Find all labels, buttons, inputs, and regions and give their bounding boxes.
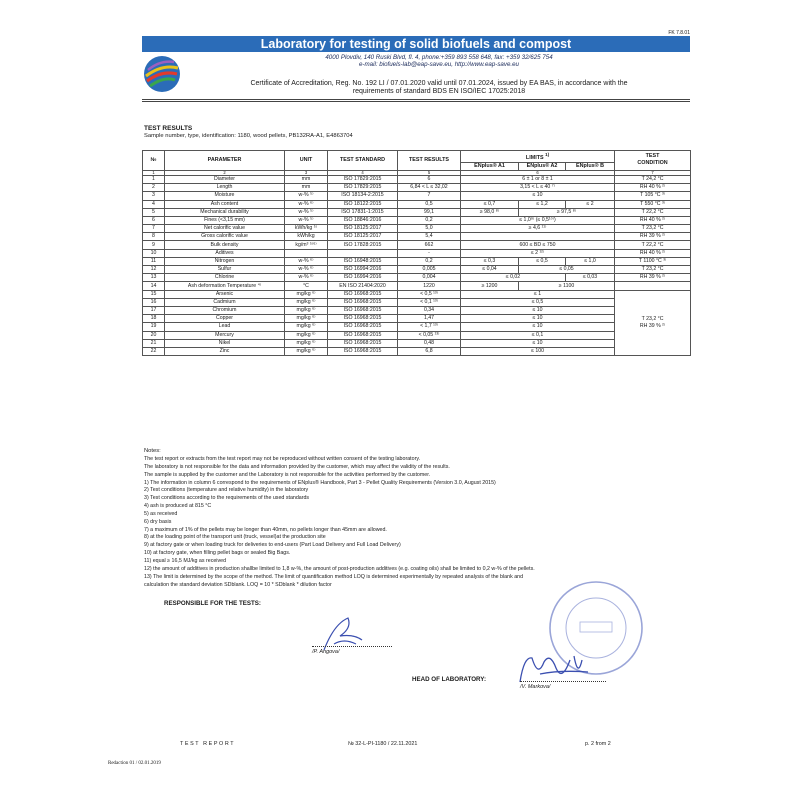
test-standard: ISO 16968:2015 (328, 323, 398, 331)
test-condition: RH 39 % ²⁾ (615, 233, 691, 241)
test-standard (328, 249, 398, 257)
unit-cell: w-% ⁵⁾ (285, 216, 328, 224)
test-result: 0,48 (398, 339, 461, 347)
test-result: < 1,7 ¹³⁾ (398, 323, 461, 331)
limit-b: ≤ 2 (566, 200, 615, 208)
note-line: 3) Test conditions according to the requirements of the used standards (144, 495, 310, 502)
test-standard: ISO 18846:2016 (328, 216, 398, 224)
table-row (143, 306, 691, 314)
limit-all-grades: ≤ 2 ¹²⁾ (461, 249, 615, 257)
test-result: 6,8 (398, 347, 461, 355)
limit-all-grades: ≤ 0,1 (461, 331, 615, 339)
test-result: - (398, 249, 461, 257)
limit-a2-b: ≤ 0,05 (519, 266, 615, 274)
parameter-name: Zinc (165, 347, 285, 355)
test-result: 5,4 (398, 233, 461, 241)
note-line: 2) Test conditions (temperature and relative humidity) in the laboratory (144, 487, 309, 494)
unit-cell: mg/kg ⁶⁾ (285, 315, 328, 323)
condition-label-1: TEST (645, 153, 660, 160)
parameter-name: Nitrogen (165, 257, 285, 265)
lab-email-web: e-mail: biofuels-lab@eap-save.eu, http://www.eap-save.eu (358, 61, 520, 69)
limit-all-grades: ≤ 1,0⁹⁾ (≤ 0,5¹⁰⁾) (461, 216, 615, 224)
head-signature-line (520, 681, 606, 682)
column-number: 4 (328, 170, 398, 175)
test-condition: T 1100 °C ³⁾ (615, 257, 691, 265)
head-of-laboratory-label: HEAD OF LABORATORY: (412, 676, 487, 683)
row-number: 5 (143, 208, 165, 216)
test-result: < 0,5 ¹³⁾ (398, 290, 461, 298)
test-standard: ISO 16994:2016 (328, 274, 398, 282)
parameter-name: Cadmium (165, 298, 285, 306)
limit-a1: ≤ 0,7 (461, 200, 519, 208)
parameter-name: Diameter (165, 175, 285, 183)
unit-cell: w-% ⁶⁾ (285, 200, 328, 208)
test-condition: T 105 °C ³⁾ (615, 192, 691, 200)
table-row (143, 200, 691, 208)
parameter-name: Aditives (165, 249, 285, 257)
parameter-name: Copper (165, 315, 285, 323)
unit-cell: w-% ⁵⁾ (285, 192, 328, 200)
unit-cell: mm (285, 175, 328, 183)
row-number: 8 (143, 233, 165, 241)
table-row (143, 315, 691, 323)
limit-all-grades: ≤ 1 (461, 290, 615, 298)
limit-all-grades: 600 ≤ BD ≤ 750 (461, 241, 615, 249)
unit-cell: mg/kg ⁶⁾ (285, 298, 328, 306)
unit-cell: kWh/kg ⁵⁾ (285, 225, 328, 233)
metals-condition-rh: RH 39 % ²⁾ (639, 322, 666, 329)
responsible-label: RESPONSIBLE FOR THE TESTS: (164, 600, 261, 607)
test-standard: ISO 18125:2017 (328, 225, 398, 233)
row-number: 11 (143, 257, 165, 265)
test-result: 6 (398, 175, 461, 183)
unit-cell (285, 249, 328, 257)
table-row (143, 331, 691, 339)
limit-all-grades (461, 233, 615, 241)
table-row (143, 208, 691, 216)
row-number: 10 (143, 249, 165, 257)
parameter-name: Moisture (165, 192, 285, 200)
limit-a1: ≥ 1200 (461, 282, 519, 290)
note-line: calculation the standard deviation SDblank. LOQ = 10 * SDblank * dilution factor (144, 581, 332, 588)
responsible-signature-line (312, 646, 392, 647)
unit-cell: w-% ⁶⁾ (285, 266, 328, 274)
parameter-name: Net calorific value (165, 225, 285, 233)
col-no-header: № (143, 151, 165, 171)
test-result: 0,34 (398, 306, 461, 314)
table-row (143, 241, 691, 249)
row-number: 9 (143, 241, 165, 249)
table-row (143, 192, 691, 200)
table-row (143, 184, 691, 192)
test-condition: T 22,2 °C (615, 208, 691, 216)
unit-cell: mm (285, 184, 328, 192)
test-standard: ISO 16968:2015 (328, 306, 398, 314)
note-line: 5) as received (144, 510, 178, 517)
limit-all-grades: ≤ 10 (461, 192, 615, 200)
limit-all-grades: ≤ 0,5 (461, 298, 615, 306)
test-result: 0,2 (398, 216, 461, 224)
footer-page-number: p. 2 from 2 (585, 741, 611, 747)
limit-b: ≤ 1,0 (566, 257, 615, 265)
column-number: 2 (165, 170, 285, 175)
col-a2-header: ENplus® A2 (519, 162, 566, 170)
test-report-page (108, 30, 692, 772)
test-condition: RH 40 % ²⁾ (615, 184, 691, 192)
limit-a1-a2: ≤ 0,02 (461, 274, 566, 282)
limit-a2-b: ≥ 97,5 ⁸⁾ (519, 208, 615, 216)
test-standard: ISO 16948:2015 (328, 257, 398, 265)
test-result: 662 (398, 241, 461, 249)
col-parameter-header: PARAMETER (165, 151, 285, 171)
unit-cell: mg/kg ⁶⁾ (285, 331, 328, 339)
note-line: 6) dry basis (144, 518, 172, 525)
lab-contact (188, 54, 690, 69)
footer-report-label: TEST REPORT (180, 741, 236, 747)
test-condition: RH 40 % ²⁾ (615, 216, 691, 224)
header-row-1 (143, 151, 691, 163)
limits-label: LIMITS (525, 154, 544, 161)
test-result: 0,2 (398, 257, 461, 265)
test-condition: T 22,2 °C (615, 241, 691, 249)
limits-footnote: 1) (545, 152, 550, 157)
header-divider (142, 99, 690, 100)
parameter-name: Nikel (165, 339, 285, 347)
unit-cell: °C (285, 282, 328, 290)
accreditation-line-1: Certificate of Accreditation, Reg. No. 192 LI / 07.01.2020 valid until 07.01.2024, issued by EA BAS, in accordance with the (250, 80, 628, 87)
test-standard: ISO 18125:2017 (328, 233, 398, 241)
row-number: 16 (143, 298, 165, 306)
notes-title: Notes: (144, 448, 161, 454)
test-result: 0,5 (398, 200, 461, 208)
test-standard: ISO 18134-2:2015 (328, 192, 398, 200)
col-limits-header (461, 151, 615, 163)
test-condition: T 23,2 °C (615, 225, 691, 233)
limit-all-grades: ≤ 100 (461, 347, 615, 355)
parameter-name: Chromium (165, 306, 285, 314)
header-divider-2 (142, 101, 690, 102)
test-result: < 0,05 ¹³⁾ (398, 331, 461, 339)
parameter-name: Chlorine (165, 274, 285, 282)
table-row (143, 274, 691, 282)
limit-all-grades: ≥ 4,6 ¹¹⁾ (461, 225, 615, 233)
row-number: 3 (143, 192, 165, 200)
test-standard: ISO 16968:2015 (328, 298, 398, 306)
test-condition: T 24,2 °C (615, 175, 691, 183)
form-code: FK 7.8.01 (668, 30, 690, 36)
test-standard: ISO 18122:2015 (328, 200, 398, 208)
parameter-name: Arsenic (165, 290, 285, 298)
metals-test-condition (615, 290, 691, 356)
limit-all-grades: 3,15 < L ≤ 40 ⁷⁾ (461, 184, 615, 192)
limit-a2-b: ≥ 1100 (519, 282, 615, 290)
column-number: 5 (398, 170, 461, 175)
col-condition-header (615, 151, 691, 171)
note-line: 7) a maximum of 1% of the pellets may be longer than 40mm, no pellets longer than 45mm are allowed. (144, 526, 387, 533)
table-row (143, 175, 691, 183)
test-standard: ISO 16968:2015 (328, 315, 398, 323)
row-number: 12 (143, 266, 165, 274)
sample-identification: Sample number, type, identification: 1180, wood pellets, PB132RA-A1, E4863704 (144, 133, 353, 139)
note-line: The laboratory is not responsible for the data and information provided by the customer, which may affect the validity of the results. (144, 463, 450, 470)
test-result: 1220 (398, 282, 461, 290)
test-standard: ISO 17829:2015 (328, 175, 398, 183)
limit-all-grades: ≤ 10 (461, 315, 615, 323)
note-line: 9) at factory gate or when loading truck for deliveries to end-users (Part Load Delivery and Full Load Delivery) (144, 542, 401, 549)
limit-all-grades: 6 ± 1 or 8 ± 1 (461, 175, 615, 183)
col-results-header: TEST RESULTS (398, 151, 461, 171)
test-standard: ISO 16968:2015 (328, 347, 398, 355)
unit-cell: w-% ⁶⁾ (285, 257, 328, 265)
row-number: 13 (143, 274, 165, 282)
notes-list (144, 456, 690, 589)
row-number: 1 (143, 175, 165, 183)
lab-title-banner: Laboratory for testing of solid biofuels and compost (142, 36, 690, 52)
accreditation-line-2: requirements of standard BDS EN ISO/IEC 17025:2018 (352, 88, 526, 95)
row-number: 20 (143, 331, 165, 339)
test-standard: ISO 16968:2015 (328, 290, 398, 298)
test-result: 99,1 (398, 208, 461, 216)
col-unit-header: UNIT (285, 151, 328, 171)
parameter-name: Ash deformation Temperature ⁴⁾ (165, 282, 285, 290)
unit-cell: mg/kg ⁶⁾ (285, 347, 328, 355)
test-standard: ISO 17828:2015 (328, 241, 398, 249)
parameter-name: Sulfur (165, 266, 285, 274)
table-row (143, 290, 691, 298)
column-number: 1 (143, 170, 165, 175)
responsible-name: /P. Angova/ (312, 649, 340, 655)
column-number: 6 (461, 170, 615, 175)
col-standard-header: TEST STANDARD (328, 151, 398, 171)
col-b-header: ENplus® B (566, 162, 615, 170)
row-number: 22 (143, 347, 165, 355)
note-line: 1) The information in column 6 correspond to the requirements of ENplus® Handbook, Part 3 - Pellet Quality Requirements (Version 3.0, August 2015) (144, 479, 496, 486)
note-line: 4) ash is produced at 815 °C (144, 503, 212, 510)
limit-all-grades: ≤ 10 (461, 339, 615, 347)
limit-a1: ≤ 0,3 (461, 257, 519, 265)
unit-cell: w-% ⁵⁾ (285, 208, 328, 216)
test-standard: ISO 16994:2016 (328, 266, 398, 274)
note-line: 11) equal ≥ 16,5 MJ/kg as received (144, 557, 227, 564)
note-line: The sample is supplied by the customer and the Laboratory is not responsible for the activities performed by the customer. (144, 471, 431, 478)
note-line: 10) at factory gate, when filling pellet bags or sealed Big Bags. (144, 550, 291, 557)
parameter-name: Ash content (165, 200, 285, 208)
row-number: 7 (143, 225, 165, 233)
parameter-name: Fines (<3,15 mm) (165, 216, 285, 224)
table-row (143, 323, 691, 331)
limit-a2: ≤ 0,5 (519, 257, 566, 265)
test-standard: EN ISO 21404:2020 (328, 282, 398, 290)
unit-cell: mg/kg ⁶⁾ (285, 323, 328, 331)
lab-logo-icon (142, 54, 182, 94)
test-standard: ISO 17829:2015 (328, 184, 398, 192)
test-standard: ISO 16968:2015 (328, 339, 398, 347)
parameter-name: Lead (165, 323, 285, 331)
test-condition: RH 39 % ²⁾ (615, 274, 691, 282)
unit-cell: w-% ⁶⁾ (285, 274, 328, 282)
head-name: /V. Markova/ (520, 684, 551, 690)
limit-all-grades: ≤ 10 (461, 323, 615, 331)
test-results-title: TEST RESULTS (144, 125, 193, 132)
footer-report-number: № 32-L-PI-1180 / 22.11.2021 (348, 741, 418, 747)
limit-a2: ≤ 1,2 (519, 200, 566, 208)
lab-address: 4000 Plovdiv, 140 Ruski Blvd, fl. 4, phone:+359 893 558 648, fax: +359 32/625 754 (325, 54, 553, 61)
parameter-name: Mercury (165, 331, 285, 339)
table-row (143, 282, 691, 290)
parameter-name: Gross calorific value (165, 233, 285, 241)
test-result: 6,84 < L ≤ 32,02 (398, 184, 461, 192)
limit-all-grades: ≤ 10 (461, 306, 615, 314)
unit-cell: kWh/kg (285, 233, 328, 241)
note-line: 8) at the loading point of the transport unit (truck, vessel)at the production site (144, 534, 326, 541)
parameter-name: Bulk density (165, 241, 285, 249)
parameter-name: Mechanical durability (165, 208, 285, 216)
redaction-note: Redaction 01 / 02.01.2019 (108, 761, 161, 766)
responsible-signature-icon (304, 614, 374, 654)
table-row (143, 216, 691, 224)
column-number: 7 (615, 170, 691, 175)
accreditation-statement (188, 80, 690, 96)
note-line: The test report or extracts from the test report may not be reproduced without written consent of the testing laboratory. (144, 456, 421, 462)
row-number: 15 (143, 290, 165, 298)
condition-label-2: CONDITION (637, 160, 668, 167)
table-row (143, 266, 691, 274)
test-condition: T 550 °C ³⁾ (615, 200, 691, 208)
test-result: 1,47 (398, 315, 461, 323)
row-number: 6 (143, 216, 165, 224)
col-a1-header: ENplus® A1 (461, 162, 519, 170)
test-condition: RH 40 % ²⁾ (615, 249, 691, 257)
table-row (143, 233, 691, 241)
table-row (143, 257, 691, 265)
test-result: 5,0 (398, 225, 461, 233)
test-result: < 0,1 ¹³⁾ (398, 298, 461, 306)
note-line: 12) the amount of additives in production shallbe limited to 1,8 w-%, the amount of post-production additives (e.g. coating oils) shall be limited to 0,2 w-% of the pellets. (144, 565, 535, 572)
test-result: 0,004 (398, 274, 461, 282)
row-number: 4 (143, 200, 165, 208)
test-result: 0,005 (398, 266, 461, 274)
limit-a1: ≤ 0,04 (461, 266, 519, 274)
metals-condition-temp: T 23,2 °C (641, 315, 664, 322)
parameter-name: Length (165, 184, 285, 192)
test-result: 7 (398, 192, 461, 200)
unit-cell: mg/kg ⁶⁾ (285, 339, 328, 347)
table-row (143, 347, 691, 355)
row-number: 17 (143, 306, 165, 314)
test-standard: ISO 16968:2015 (328, 331, 398, 339)
table-row (143, 339, 691, 347)
test-condition (615, 282, 691, 290)
unit-cell: mg/kg ⁶⁾ (285, 290, 328, 298)
table-row (143, 298, 691, 306)
row-number: 18 (143, 315, 165, 323)
table-row (143, 249, 691, 257)
limit-b: ≤ 0,03 (566, 274, 615, 282)
row-number: 21 (143, 339, 165, 347)
results-table (142, 150, 691, 356)
table-row (143, 225, 691, 233)
row-number: 2 (143, 184, 165, 192)
test-condition: T 23,2 °C (615, 266, 691, 274)
unit-cell: mg/kg ⁶⁾ (285, 306, 328, 314)
column-number: 3 (285, 170, 328, 175)
unit-cell: kg/m³ ⁵⁾⁶⁾ (285, 241, 328, 249)
test-standard: ISO 17831-1:2015 (328, 208, 398, 216)
limit-a1: ≥ 98,0 ⁸⁾ (461, 208, 519, 216)
row-number: 19 (143, 323, 165, 331)
row-number: 14 (143, 282, 165, 290)
note-line: 13) The limit is determined by the scope of the method. The limit of quantification method LOQ is determined experimentally by repeated analysis of the blank and (144, 573, 524, 580)
